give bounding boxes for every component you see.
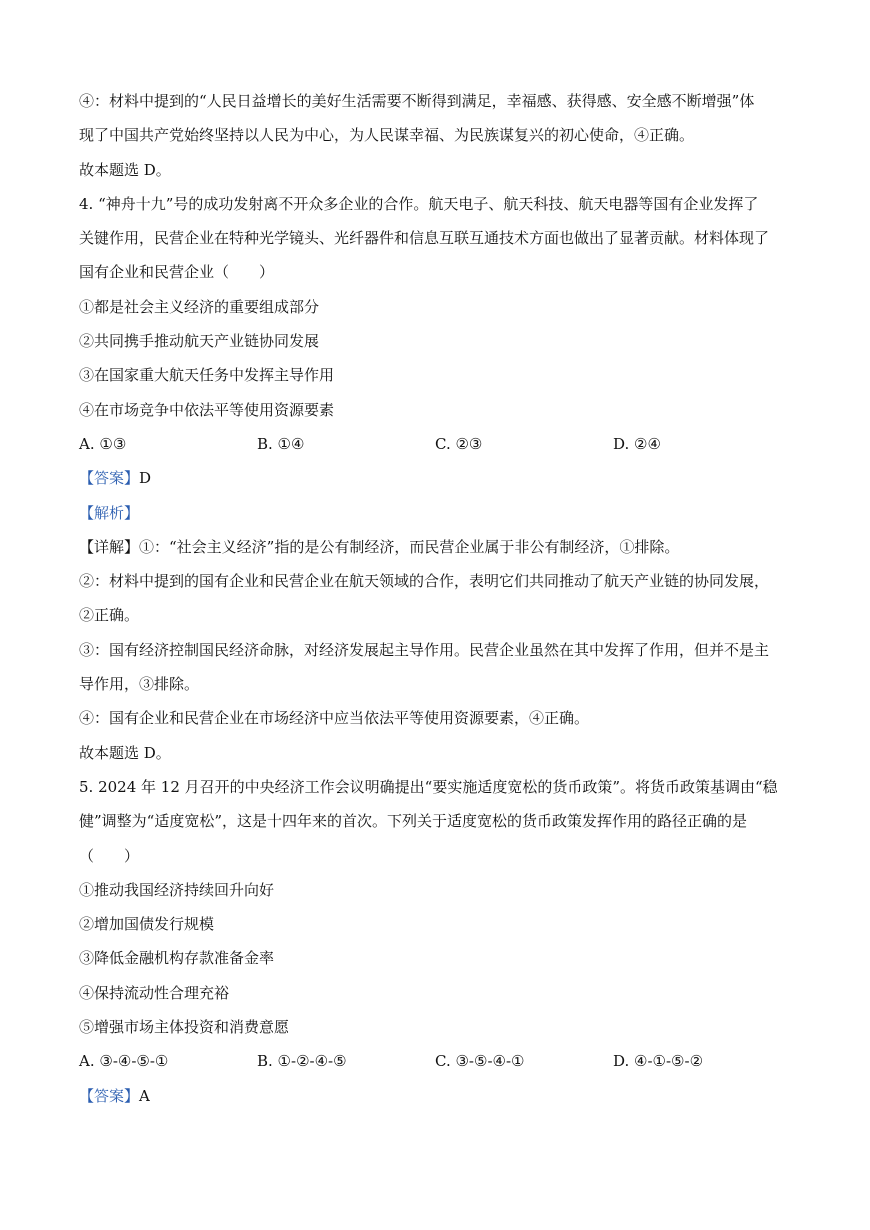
q4-options: [79, 427, 799, 461]
q4-detail-3-line1: ③：国有经济控制国民经济命脉，对经济发展起主导作用。民营企业虽然在其中发挥了作用，但并不是主: [79, 640, 770, 659]
q5-option-d: D. ④-①-⑤-②: [613, 1052, 704, 1071]
q4-option-a: A. ①③: [79, 434, 127, 453]
q4-statement-4: ④在市场竞争中依法平等使用资源要素: [79, 400, 335, 419]
q4-option-c: C. ②③: [435, 434, 483, 453]
q4-detail-3-line2: 导作用，③排除。: [79, 675, 200, 694]
q5-answer-value: A: [139, 1086, 150, 1105]
q4-detail-1: [79, 530, 799, 564]
q4-answer: [79, 461, 799, 495]
q4-statement-1: ①都是社会主义经济的重要组成部分: [79, 297, 320, 316]
q4-option-b: B. ①④: [257, 434, 305, 453]
q5-stem-line2: 健”调整为“适度宽松”，这是十四年来的首次。下列关于适度宽松的货币政策发挥作用的路径正确的是: [79, 812, 748, 831]
q4-detail-2-line1: ②：材料中提到的国有企业和民营企业在航天领域的合作，表明它们共同推动了航天产业链的协同发展，: [79, 572, 770, 591]
q3-analysis-4-line2: 现了中国共产党始终坚持以人民为中心，为人民谋幸福、为民族谋复兴的初心使命，④正确。: [79, 126, 695, 145]
q5-answer: [79, 1079, 799, 1113]
q4-detail-tag: 【详解】: [79, 537, 140, 556]
q4-stem-line1: 4. “神舟十九”号的成功发射离不开众多企业的合作。航天电子、航天科技、航天电器等国有企业发挥了: [79, 194, 759, 213]
q5-stem-line3: （ ）: [79, 846, 140, 865]
q5-option-b: B. ①-②-④-⑤: [257, 1052, 347, 1071]
q4-detail-4: ④：国有企业和民营企业在市场经济中应当依法平等使用资源要素，④正确。: [79, 709, 590, 728]
q4-stem-line2: 关键作用，民营企业在特种光学镜头、光纤器件和信息互联互通技术方面也做出了显著贡献。材料体现了: [79, 229, 770, 248]
q3-conclusion: 故本题选 D。: [79, 160, 171, 179]
q4-detail-2-line2: ②正确。: [79, 606, 140, 625]
q5-statement-1: ①推动我国经济持续回升向好: [79, 880, 275, 899]
q4-answer-tag: 【答案】: [79, 469, 140, 488]
q4-stem-line3: 国有企业和民营企业（ ）: [79, 263, 275, 282]
q4-statement-3: ③在国家重大航天任务中发挥主导作用: [79, 366, 335, 385]
q4-conclusion: 故本题选 D。: [79, 743, 171, 762]
q5-stem-line1: 5. 2024 年 12 月召开的中央经济工作会议明确提出“要实施适度宽松的货币政策”。将货币政策基调由“稳: [79, 777, 778, 796]
q5-statement-3: ③降低金融机构存款准备金率: [79, 949, 275, 968]
q5-answer-tag: 【答案】: [79, 1086, 140, 1105]
q5-option-c: C. ③-⑤-④-①: [435, 1052, 525, 1071]
q4-answer-value: D: [139, 469, 152, 488]
q5-statement-2: ②增加国债发行规模: [79, 915, 215, 934]
q5-options: [79, 1044, 799, 1078]
q3-analysis-4-line1: ④：材料中提到的“人民日益增长的美好生活需要不断得到满足，幸福感、获得感、安全感不断增强”体: [79, 92, 755, 110]
q4-analysis-heading: [79, 496, 799, 530]
document-page: [79, 84, 799, 1113]
q4-option-d: D. ②④: [613, 434, 661, 453]
q4-analysis-tag: 【解析】: [79, 503, 140, 522]
q4-statement-2: ②共同携手推动航天产业链协同发展: [79, 332, 320, 351]
q5-statement-4: ④保持流动性合理充裕: [79, 983, 230, 1002]
q5-statement-5: ⑤增强市场主体投资和消费意愿: [79, 1018, 290, 1037]
q4-detail-1-text: ①：“社会主义经济”指的是公有制经济，而民营企业属于非公有制经济，①排除。: [139, 537, 680, 556]
q5-option-a: A. ③-④-⑤-①: [79, 1052, 169, 1071]
